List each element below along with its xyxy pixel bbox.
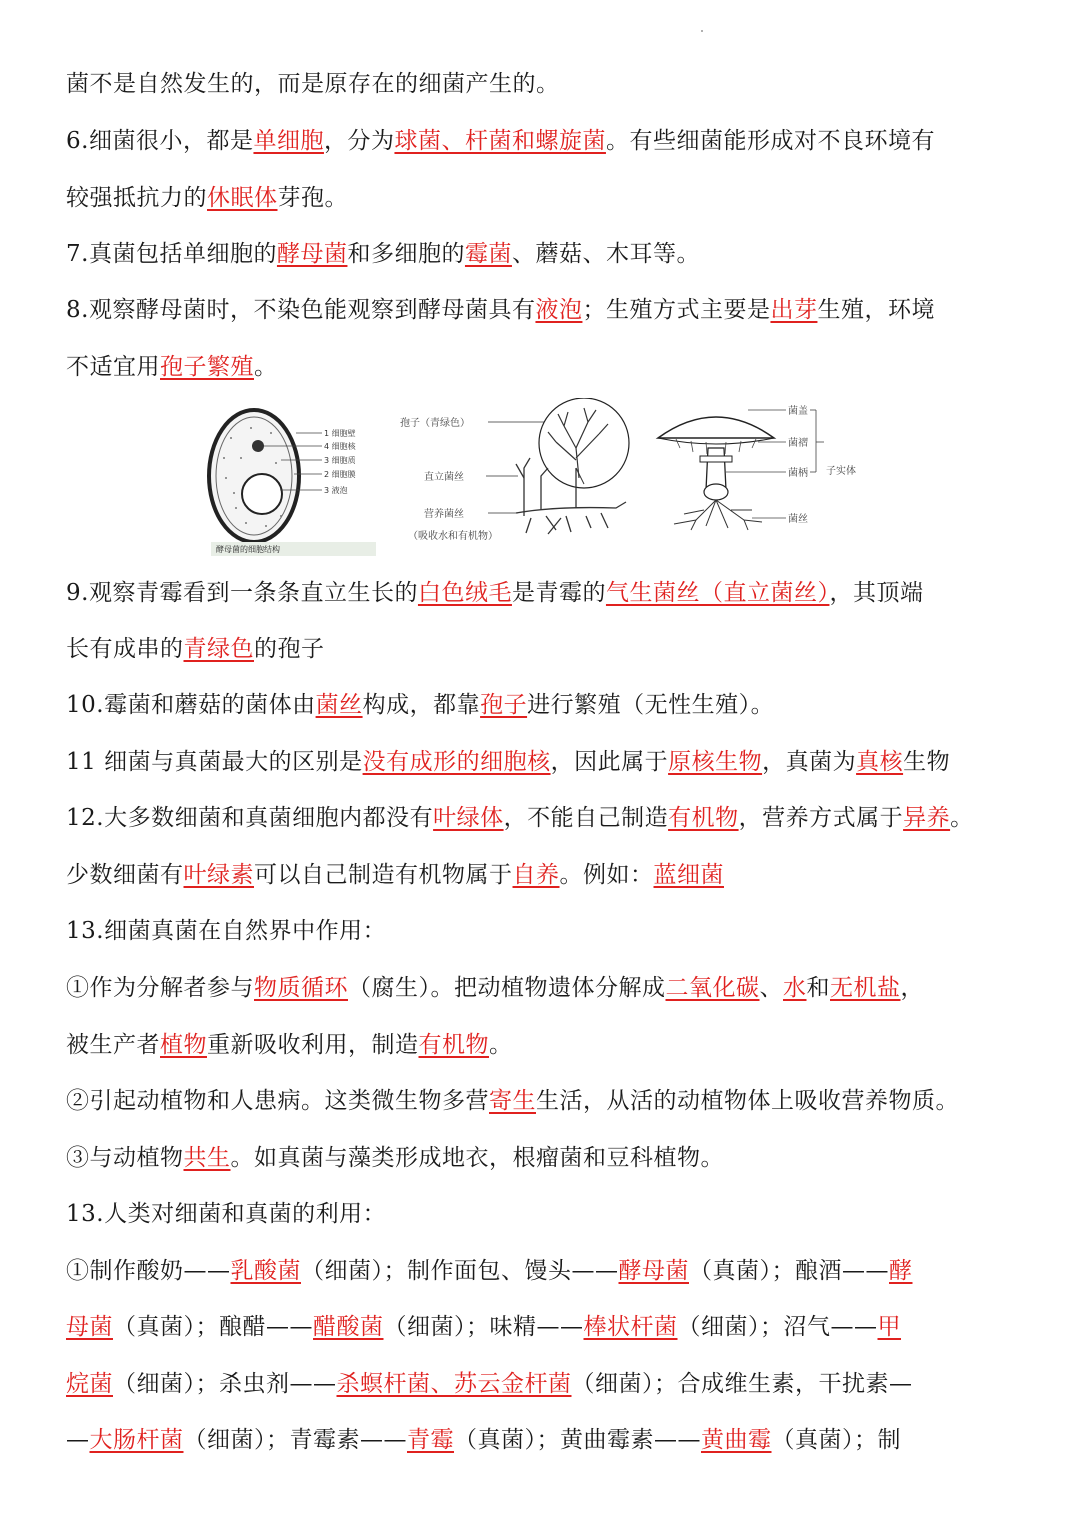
text-segment: ③与动植物 — [66, 1145, 184, 1171]
text-line — [66, 746, 950, 778]
text-segment: 被生产者 — [66, 1032, 160, 1058]
text-segment: 和多细胞的 — [347, 241, 465, 267]
key-term: 休眠体 — [207, 185, 278, 211]
text-segment: 少数细菌有 — [66, 862, 184, 888]
text-segment: 芽孢。 — [277, 185, 348, 211]
key-term: 出芽 — [770, 297, 818, 323]
text-segment: （细菌）；制作面包、馒头—— — [301, 1258, 619, 1284]
text-segment: ，不能自己制造 — [503, 805, 669, 831]
text-segment: 。有些细菌能形成对不良环境有 — [605, 128, 935, 154]
text-line — [66, 1198, 386, 1230]
text-line — [66, 915, 386, 947]
text-segment: （细菌）；青霉素—— — [183, 1427, 407, 1453]
key-term: 醋酸菌 — [313, 1314, 384, 1340]
key-term: 蓝细菌 — [653, 862, 724, 888]
text-segment: （真菌）；酿酒—— — [689, 1258, 889, 1284]
text-segment: 和 — [806, 975, 830, 1001]
text-segment: （细菌）；合成维生素，干扰素— — [571, 1371, 913, 1397]
key-term: 霉菌 — [464, 241, 512, 267]
text-segment: 8.观察酵母菌时，不染色能观察到酵母菌具有 — [66, 297, 536, 323]
key-term: 菌丝 — [315, 692, 363, 718]
yeast-label-wall: 1 细胞壁 — [324, 429, 356, 438]
text-segment: 生活，从活的动植物体上吸收营养物质。 — [536, 1088, 959, 1114]
key-term: 叶绿素 — [183, 862, 254, 888]
penicillium-label-aerial-hyphae: 直立菌丝 — [424, 472, 464, 483]
text-segment: ，真菌为 — [762, 749, 857, 775]
fungi-diagram-figure — [196, 398, 896, 558]
text-segment: 可以自己制造有机物属于 — [254, 862, 513, 888]
text-segment: 6.细菌很小，都是 — [66, 128, 254, 154]
text-segment: 13.人类对细菌和真菌的利用： — [66, 1201, 387, 1227]
text-segment: 9.观察青霉看到一条条直立生长的 — [66, 580, 418, 606]
text-segment: — — [66, 1427, 90, 1453]
key-term: 黄曲霉 — [701, 1427, 772, 1453]
text-segment: ②引起动植物和人患病。这类微生物多营 — [66, 1088, 489, 1114]
key-term: 真核 — [856, 749, 904, 775]
key-term: 共生 — [183, 1145, 231, 1171]
text-segment: ①作为分解者参与 — [66, 975, 254, 1001]
yeast-label-vacuole: 3 液泡 — [324, 486, 348, 495]
text-line — [66, 633, 325, 665]
text-line — [66, 1255, 913, 1287]
yeast-label-cytoplasm: 3 细胞质 — [324, 456, 356, 465]
key-term: 异养 — [903, 805, 951, 831]
key-term: 棒状杆菌 — [583, 1314, 678, 1340]
text-segment: 较强抵抗力的 — [66, 185, 207, 211]
text-segment: ，分为 — [323, 128, 395, 154]
text-segment: 。 — [950, 805, 974, 831]
key-term: 气生菌丝（直立菌丝） — [605, 580, 830, 606]
key-term: 二氧化碳 — [665, 975, 760, 1001]
text-segment: 重新吸收利用，制造 — [207, 1032, 419, 1058]
text-segment: ，其顶端 — [829, 580, 924, 606]
text-segment: （真菌）；酿醋—— — [113, 1314, 313, 1340]
mushroom-diagram — [658, 404, 856, 530]
text-line — [66, 577, 923, 609]
text-line — [66, 351, 278, 383]
key-term: 孢子繁殖 — [160, 354, 254, 380]
key-term: 有机物 — [418, 1032, 489, 1058]
key-term: 酵母菌 — [618, 1258, 689, 1284]
key-term: 烷菌 — [66, 1371, 113, 1397]
text-segment: 。 — [254, 354, 278, 380]
text-segment: 长有成串的 — [66, 636, 184, 662]
key-term: 甲 — [877, 1314, 901, 1340]
text-segment: 12.大多数细菌和真菌细胞内都没有 — [66, 805, 434, 831]
text-line — [66, 1311, 901, 1343]
text-line — [66, 972, 924, 1004]
key-term: 大肠杆菌 — [89, 1427, 184, 1453]
yeast-cell-diagram — [196, 398, 376, 556]
text-line — [66, 1142, 724, 1174]
text-segment: ， — [900, 975, 924, 1001]
text-segment: 。例如： — [559, 862, 654, 888]
text-line — [66, 238, 700, 270]
mushroom-label-hyphae: 菌丝 — [788, 514, 808, 525]
penicillium-label-spores: 孢子（青绿色） — [400, 418, 470, 429]
text-line — [66, 68, 560, 100]
key-term: 植物 — [160, 1032, 207, 1058]
key-term: 原核生物 — [668, 749, 763, 775]
text-line — [66, 1424, 901, 1456]
text-segment: ；生殖方式主要是 — [582, 297, 771, 323]
key-term: 白色绒毛 — [417, 580, 512, 606]
text-line — [66, 1029, 513, 1061]
text-segment: 13.细菌真菌在自然界中作用： — [66, 918, 387, 944]
key-term: 无机盐 — [830, 975, 901, 1001]
text-line — [66, 1368, 913, 1400]
mushroom-label-fruiting-body: 子实体 — [826, 466, 856, 477]
text-segment: 、 — [759, 975, 783, 1001]
key-term: 青绿色 — [183, 636, 254, 662]
key-term: 乳酸菌 — [230, 1258, 301, 1284]
penicillium-label-absorb: （吸收水和有机物） — [408, 531, 498, 542]
text-segment: 、蘑菇、木耳等。 — [511, 241, 700, 267]
text-segment: ，营养方式属于 — [738, 805, 904, 831]
yeast-caption: 酵母菌的细胞结构 — [216, 545, 280, 554]
penicillium-diagram — [400, 398, 629, 542]
key-term: 球菌、杆菌和螺旋菌 — [394, 128, 606, 154]
key-term: 液泡 — [535, 297, 583, 323]
text-segment: （真菌）；制 — [771, 1427, 901, 1453]
text-segment: 是青霉的 — [511, 580, 606, 606]
key-term: 自养 — [512, 862, 560, 888]
text-line — [66, 859, 724, 891]
text-segment: 生物 — [903, 749, 951, 775]
scan-dot — [701, 30, 703, 32]
text-segment: 构成，都靠 — [362, 692, 481, 718]
key-term: 有机物 — [668, 805, 739, 831]
text-segment: 生殖，环境 — [817, 297, 935, 323]
key-term: 孢子 — [480, 692, 528, 718]
yeast-label-nucleus: 4 细胞核 — [324, 442, 356, 451]
text-line — [66, 802, 974, 834]
mushroom-label-gills: 菌褶 — [788, 438, 808, 449]
key-term: 酵母菌 — [276, 241, 348, 267]
text-line — [66, 1085, 959, 1117]
text-segment: 进行繁殖（无性生殖）。 — [527, 692, 775, 718]
text-line — [66, 182, 348, 214]
text-segment: 不适宜用 — [66, 354, 160, 380]
text-line — [66, 689, 774, 721]
text-segment: （细菌）；杀虫剂—— — [113, 1371, 337, 1397]
text-segment: ，因此属于 — [550, 749, 669, 775]
text-segment: （细菌）；沼气—— — [677, 1314, 878, 1340]
text-segment: （细菌）；味精—— — [383, 1314, 584, 1340]
key-term: 酵 — [889, 1258, 913, 1284]
text-segment: 7.真菌包括单细胞的 — [66, 241, 277, 267]
key-term: 叶绿体 — [433, 805, 504, 831]
text-segment: 10.霉菌和蘑菇的菌体由 — [66, 692, 316, 718]
key-term: 母菌 — [66, 1314, 113, 1340]
text-segment: （真菌）；黄曲霉素—— — [454, 1427, 701, 1453]
key-term: 青霉 — [407, 1427, 454, 1453]
text-segment: 菌不是自然发生的，而是原存在的细菌产生的。 — [66, 71, 560, 97]
mushroom-label-stalk: 菌柄 — [788, 468, 808, 479]
text-segment: 的孢子 — [254, 636, 325, 662]
mushroom-label-cap: 菌盖 — [788, 406, 808, 417]
key-term: 物质循环 — [254, 975, 348, 1001]
text-segment: （腐生）。把动植物遗体分解成 — [348, 975, 666, 1001]
key-term: 单细胞 — [253, 128, 324, 154]
text-segment: 11 细菌与真菌最大的区别是 — [66, 749, 363, 775]
text-segment: 。 — [489, 1032, 513, 1058]
text-segment: ①制作酸奶—— — [66, 1258, 231, 1284]
text-line — [66, 125, 935, 157]
key-term: 水 — [783, 975, 807, 1001]
text-segment: 。如真菌与藻类形成地衣，根瘤菌和豆科植物。 — [230, 1145, 724, 1171]
yeast-label-membrane: 2 细胞膜 — [324, 470, 356, 479]
key-term: 没有成形的细胞核 — [362, 749, 551, 775]
key-term: 杀螟杆菌、苏云金杆菌 — [336, 1371, 572, 1397]
key-term: 寄生 — [489, 1088, 536, 1114]
text-line — [66, 294, 935, 326]
penicillium-label-vegetative-hyphae: 营养菌丝 — [424, 509, 464, 520]
